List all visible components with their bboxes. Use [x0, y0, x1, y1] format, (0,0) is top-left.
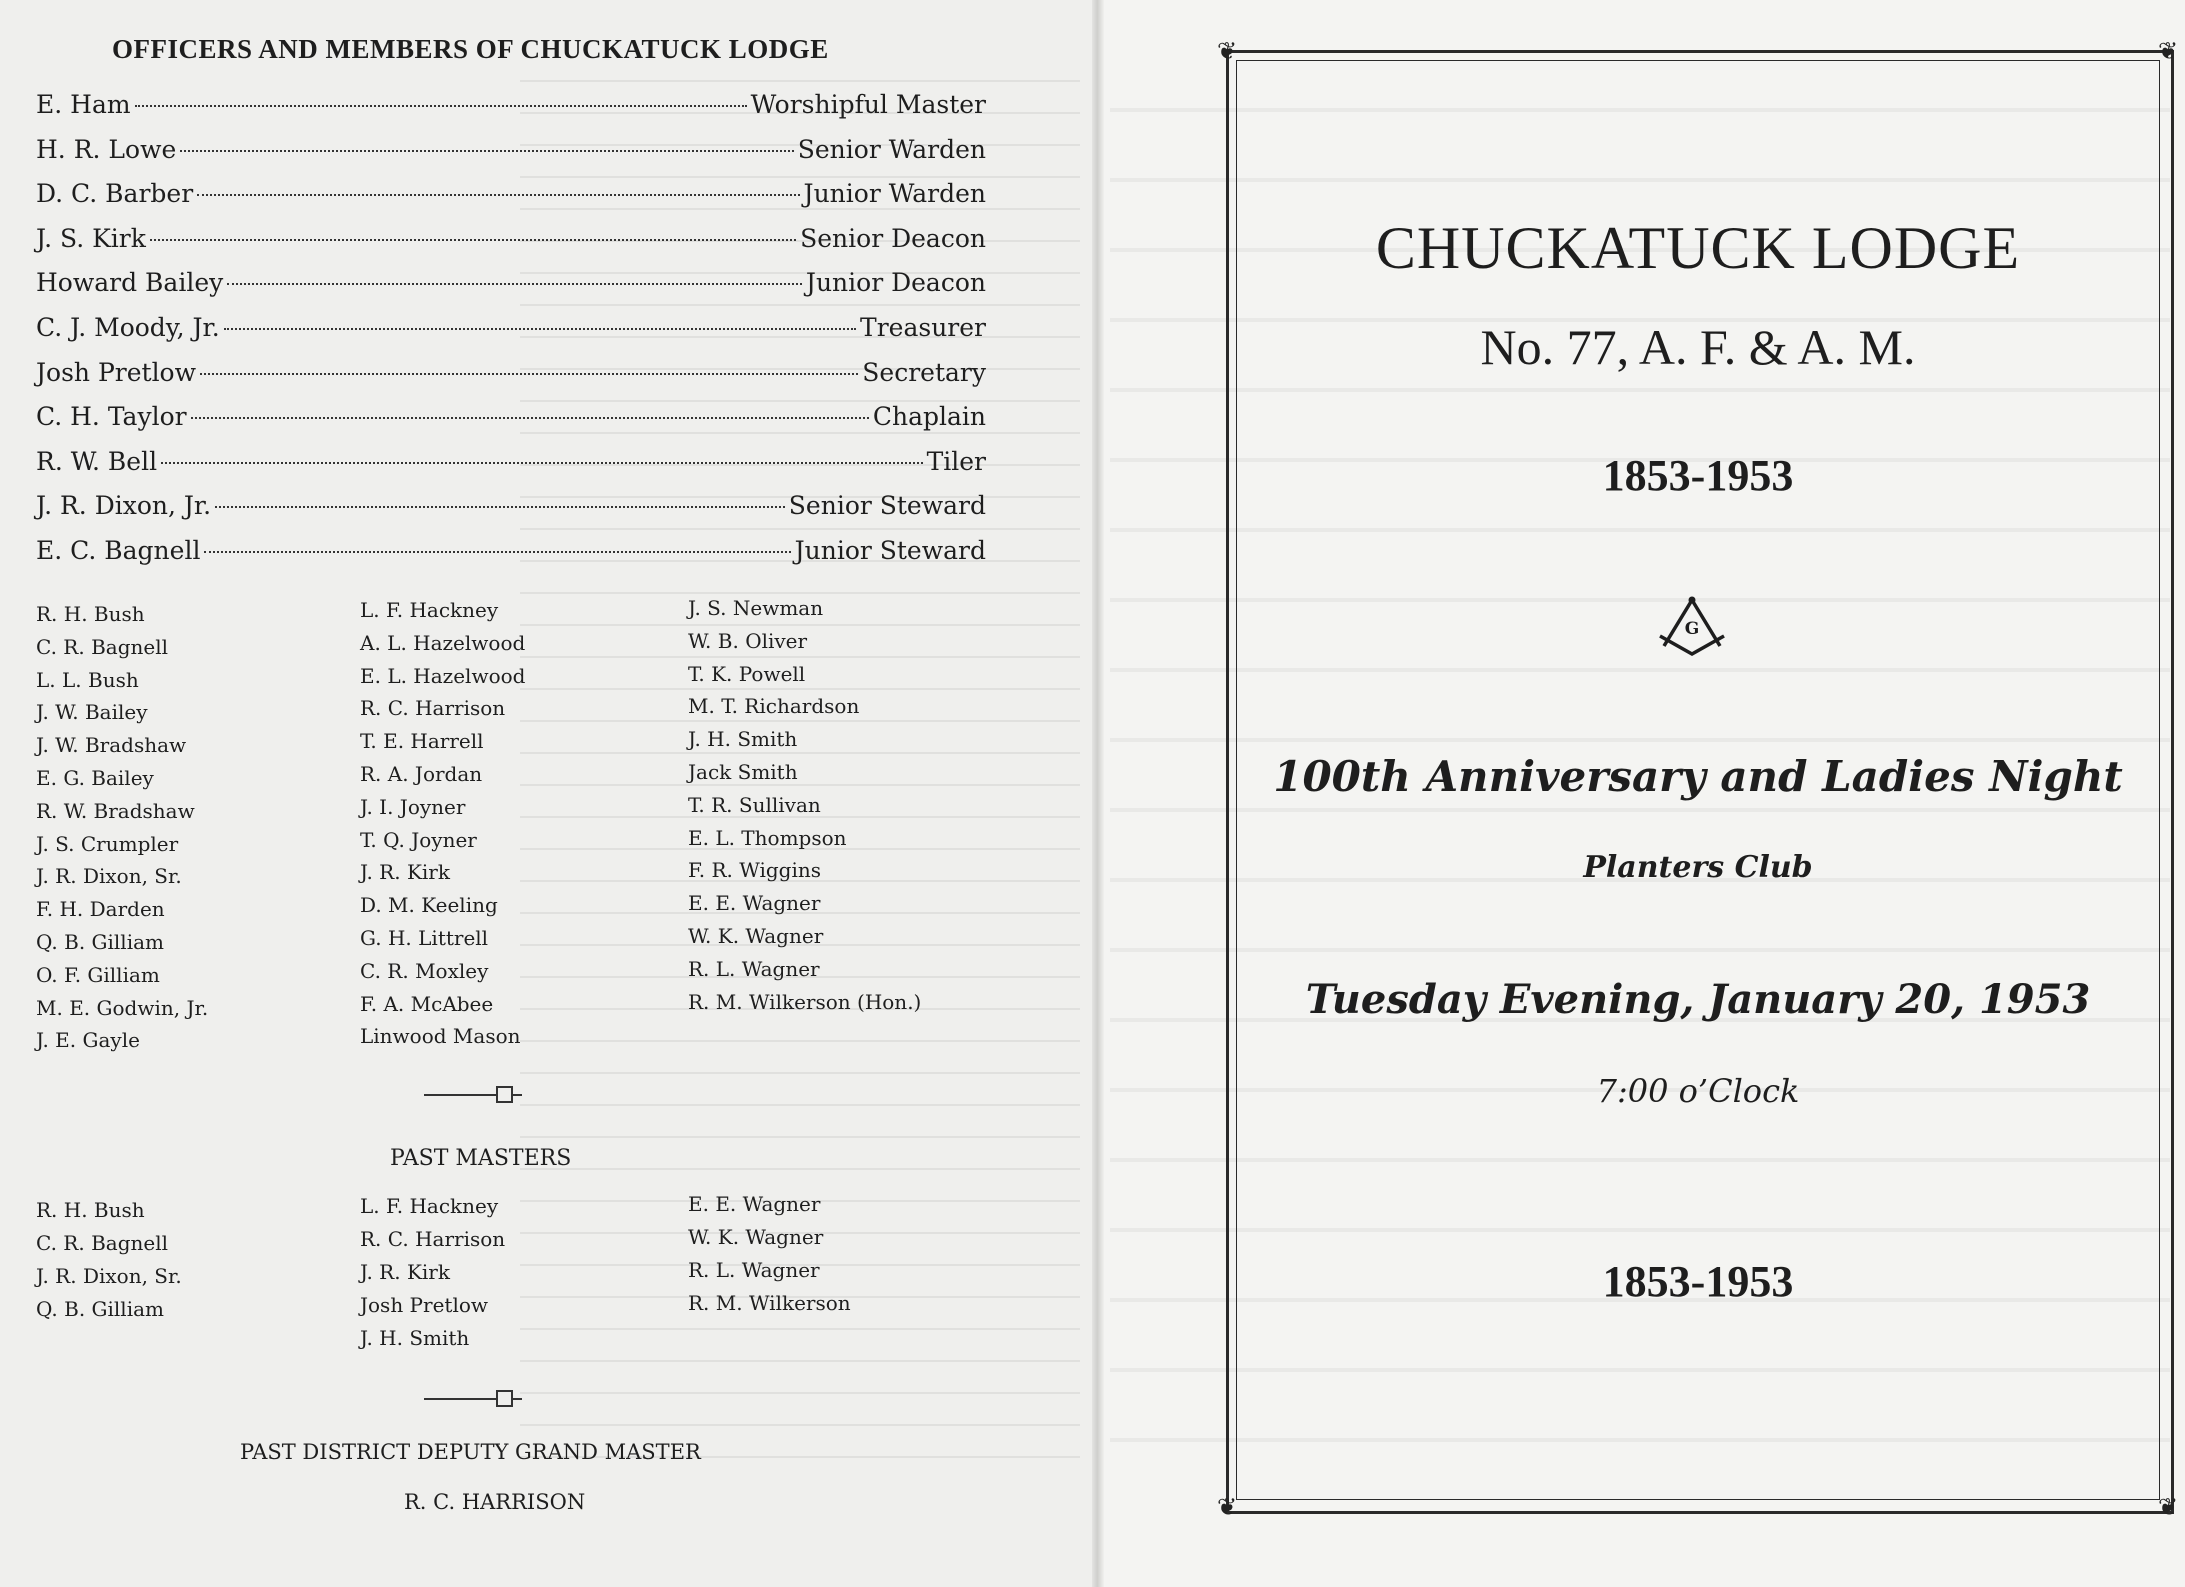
member-name: E. G. Bailey — [36, 766, 154, 790]
officer-name: Howard Bailey — [36, 268, 224, 298]
past-master-name: J. R. Dixon, Sr. — [36, 1264, 182, 1288]
venue: Planters Club — [1583, 850, 1813, 885]
past-master-name: Josh Pretlow — [360, 1293, 489, 1317]
member-name: J. E. Gayle — [36, 1028, 140, 1053]
officer-title: Junior Steward — [794, 536, 986, 565]
event-title: 100th Anniversary and Ladies Night — [1273, 752, 2123, 801]
past-master-name: W. K. Wagner — [688, 1225, 824, 1249]
corner-ornament-icon: ❦ — [2157, 1493, 2179, 1521]
officer-title: Senior Deacon — [800, 223, 986, 253]
officer-name: R. W. Bell — [36, 446, 158, 476]
officer-row — [36, 447, 986, 487]
dot-leader — [200, 373, 858, 375]
member-name: F. A. McAbee — [360, 991, 494, 1016]
officer-row — [36, 268, 986, 308]
past-master-name: L. F. Hackney — [360, 1194, 499, 1218]
page-fold — [1092, 0, 1104, 1587]
past-master-name: R. M. Wilkerson — [688, 1291, 851, 1315]
member-name: Jack Smith — [688, 760, 798, 784]
corner-ornament-icon: ❦ — [1216, 1493, 1238, 1521]
member-name: J. W. Bailey — [36, 700, 148, 725]
officer-name: E. C. Bagnell — [36, 536, 201, 565]
member-name: M. T. Richardson — [688, 694, 860, 719]
officer-title: Treasurer — [860, 313, 986, 342]
past-master-name: J. R. Kirk — [360, 1260, 450, 1284]
member-name: F. H. Darden — [36, 897, 165, 922]
cover-subtitle: No. 77, A. F. & A. M. — [1480, 319, 1916, 375]
member-name: J. S. Crumpler — [36, 831, 179, 856]
officer-name: D. C. Barber — [36, 179, 194, 209]
corner-ornament-icon: ❦ — [2157, 37, 2179, 65]
dot-leader — [135, 105, 747, 107]
member-name: T. R. Sullivan — [688, 792, 821, 817]
dot-leader — [197, 194, 799, 196]
member-name: R. C. Harrison — [360, 696, 506, 721]
officer-row — [36, 313, 986, 353]
square-and-compass-icon — [1656, 596, 1728, 656]
member-name: C. R. Bagnell — [36, 634, 169, 659]
pddgm-heading: PAST DISTRICT DEPUTY GRAND MASTER — [240, 1440, 701, 1464]
past-master-name: J. H. Smith — [360, 1326, 470, 1350]
dot-leader — [224, 328, 856, 330]
past-master-name: R. H. Bush — [36, 1198, 145, 1222]
officer-name: H. R. Lowe — [36, 134, 177, 164]
past-master-name: C. R. Bagnell — [36, 1231, 169, 1255]
officer-row — [36, 135, 986, 175]
member-name: C. R. Moxley — [360, 958, 489, 983]
member-name: O. F. Gilliam — [36, 962, 160, 987]
member-name: J. W. Bradshaw — [36, 733, 187, 758]
event-date: Tuesday Evening, January 20, 1953 — [1305, 976, 2091, 1023]
officer-row — [36, 224, 986, 264]
member-name: L. F. Hackney — [360, 598, 499, 622]
officer-row — [36, 402, 986, 442]
cover-years-top: 1853-1953 — [1602, 451, 1794, 500]
past-master-name: Q. B. Gilliam — [36, 1297, 164, 1321]
member-name: F. R. Wiggins — [688, 858, 821, 883]
officer-name: J. R. Dixon, Jr. — [36, 491, 212, 521]
officer-row — [36, 179, 986, 219]
member-name: T. E. Harrell — [360, 729, 484, 754]
member-name: J. S. Newman — [688, 596, 824, 620]
dot-leader — [227, 283, 802, 285]
member-name: A. L. Hazelwood — [360, 630, 526, 655]
officer-title: Tiler — [926, 446, 986, 476]
member-name: G. H. Littrell — [360, 926, 489, 950]
member-name: J. R. Kirk — [360, 860, 450, 885]
member-name: M. E. Godwin, Jr. — [36, 995, 209, 1020]
separator-box-2 — [496, 1390, 513, 1407]
member-name: E. L. Thompson — [688, 825, 847, 850]
officer-row — [36, 358, 986, 398]
corner-ornament-icon: ❦ — [1216, 37, 1238, 65]
past-master-name: R. L. Wagner — [688, 1258, 820, 1282]
event-time: 7:00 o’Clock — [1596, 1072, 1800, 1110]
dot-leader — [204, 551, 790, 553]
dot-leader — [150, 239, 796, 241]
member-name: R. A. Jordan — [360, 762, 483, 786]
member-name: J. H. Smith — [688, 727, 798, 752]
dot-leader — [180, 150, 793, 152]
member-name: W. K. Wagner — [688, 924, 824, 948]
member-name: Q. B. Gilliam — [36, 930, 164, 954]
member-name: J. R. Dixon, Sr. — [36, 864, 182, 889]
officer-name: Josh Pretlow — [36, 357, 197, 387]
member-name: R. W. Bradshaw — [36, 798, 195, 823]
member-name: R. H. Bush — [36, 602, 145, 626]
officer-title: Secretary — [862, 357, 986, 387]
separator-box — [496, 1086, 513, 1103]
member-name: E. E. Wagner — [688, 891, 821, 916]
officer-title: Junior Deacon — [805, 268, 986, 298]
officer-row — [36, 90, 986, 130]
officer-row — [36, 536, 986, 576]
officer-title: Chaplain — [872, 402, 986, 432]
officer-title: Worshipful Master — [750, 90, 986, 119]
cover-title: CHUCKATUCK LODGE — [1375, 215, 2021, 281]
member-name: E. L. Hazelwood — [360, 663, 526, 688]
dot-leader — [191, 417, 869, 419]
member-name: T. Q. Joyner — [360, 827, 477, 852]
officer-name: E. Ham — [36, 90, 131, 119]
past-master-name: R. C. Harrison — [360, 1227, 506, 1251]
cover-years-bottom: 1853-1953 — [1602, 1257, 1794, 1306]
member-name: J. I. Joyner — [360, 794, 466, 819]
officers-heading: OFFICERS AND MEMBERS OF CHUCKATUCK LODGE — [112, 34, 829, 64]
officer-name: J. S. Kirk — [36, 223, 146, 253]
officer-title: Junior Warden — [803, 179, 986, 209]
officer-title: Senior Warden — [797, 134, 986, 164]
officer-name: C. J. Moody, Jr. — [36, 313, 220, 342]
dot-leader — [215, 506, 785, 508]
emblem-letter: G — [1684, 619, 1700, 639]
officer-row — [36, 491, 986, 531]
past-master-name: E. E. Wagner — [688, 1192, 821, 1216]
dot-leader — [161, 462, 922, 464]
member-name: R. M. Wilkerson (Hon.) — [688, 989, 922, 1014]
officer-name: C. H. Taylor — [36, 402, 187, 432]
past-masters-heading: PAST MASTERS — [390, 1146, 572, 1171]
member-name: R. L. Wagner — [688, 956, 820, 981]
member-name: D. M. Keeling — [360, 893, 498, 918]
member-name: T. K. Powell — [688, 661, 806, 686]
member-name: W. B. Oliver — [688, 628, 808, 653]
officer-title: Senior Steward — [788, 491, 986, 521]
pddgm-name: R. C. HARRISON — [404, 1490, 586, 1514]
member-name: L. L. Bush — [36, 667, 139, 692]
member-name: Linwood Mason — [360, 1024, 521, 1049]
